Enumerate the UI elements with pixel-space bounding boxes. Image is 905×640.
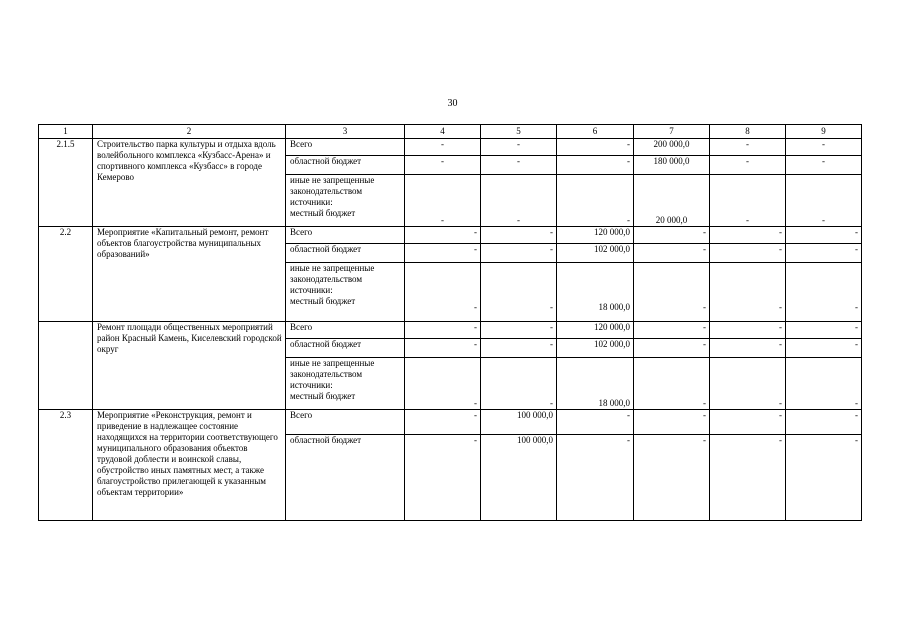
value-cell: - — [710, 156, 786, 175]
value-cell: 200 000,0 — [634, 139, 710, 156]
value-cell: 18 000,0 — [557, 263, 634, 322]
value-cell: - — [405, 410, 481, 435]
row-id: 2.1.5 — [39, 139, 93, 227]
header-cell: 6 — [557, 125, 634, 139]
value-cell: - — [557, 435, 634, 521]
value-cell: - — [786, 156, 862, 175]
source-other-line: законодательством — [290, 186, 363, 196]
source-total: Всего — [286, 227, 405, 244]
source-local: местный бюджет — [290, 296, 356, 306]
value-cell: - — [481, 156, 557, 175]
value-cell: - — [481, 339, 557, 358]
header-cell: 8 — [710, 125, 786, 139]
value-cell: - — [710, 244, 786, 263]
value-cell: - — [786, 175, 862, 227]
value-cell: - — [634, 263, 710, 322]
header-cell: 7 — [634, 125, 710, 139]
table-row — [39, 227, 862, 244]
value-cell: 18 000,0 — [557, 358, 634, 410]
value-cell: - — [557, 139, 634, 156]
value-cell: - — [786, 263, 862, 322]
value-cell: 102 000,0 — [557, 339, 634, 358]
value-cell: - — [405, 358, 481, 410]
value-cell: - — [405, 227, 481, 244]
value-cell: - — [557, 175, 634, 227]
source-other — [286, 175, 405, 227]
value-cell: - — [786, 435, 862, 521]
value-cell: - — [786, 322, 862, 339]
value-cell: - — [481, 263, 557, 322]
value-cell: 100 000,0 — [481, 410, 557, 435]
value-cell: - — [405, 322, 481, 339]
source-regional: областной бюджет — [286, 339, 405, 358]
value-cell: - — [405, 156, 481, 175]
source-other-line: источники: — [290, 197, 333, 207]
row-id: 2.2 — [39, 227, 93, 322]
source-local: местный бюджет — [290, 208, 356, 218]
value-cell: 20 000,0 — [634, 175, 710, 227]
value-cell: - — [634, 435, 710, 521]
header-cell: 2 — [93, 125, 286, 139]
value-cell: - — [786, 244, 862, 263]
header-cell: 5 — [481, 125, 557, 139]
value-cell: - — [557, 156, 634, 175]
value-cell: - — [710, 322, 786, 339]
page-number: 30 — [447, 98, 458, 109]
row-name: Мероприятие «Реконструкция, ремонт и приведение в надлежащее состояние находящихся на территории соответствующего муниципального образования объектов трудовой доблести и воинской славы, обустройство иных памятных мест, а также благоустройство прилегающей к указанным объектам территории» — [93, 410, 286, 521]
source-other-line: законодательством — [290, 274, 363, 284]
value-cell: - — [481, 175, 557, 227]
value-cell: - — [481, 244, 557, 263]
header-cell: 1 — [39, 125, 93, 139]
value-cell: - — [710, 339, 786, 358]
value-cell: - — [710, 410, 786, 435]
value-cell: - — [710, 175, 786, 227]
value-cell: - — [405, 139, 481, 156]
source-total: Всего — [286, 410, 405, 435]
source-other-line: иные не запрещенные — [290, 358, 375, 368]
value-cell: 120 000,0 — [557, 227, 634, 244]
value-cell: - — [710, 435, 786, 521]
value-cell: - — [405, 244, 481, 263]
row-id: 2.3 — [39, 410, 93, 521]
value-cell: - — [405, 175, 481, 227]
row-name: Ремонт площади общественных мероприятий район Красный Камень, Киселевский городской округ — [93, 322, 286, 410]
value-cell: - — [786, 410, 862, 435]
value-cell: 100 000,0 — [481, 435, 557, 521]
source-other — [286, 263, 405, 322]
value-cell: - — [405, 339, 481, 358]
source-other-line: иные не запрещенные — [290, 175, 375, 185]
row-name: Строительство парка культуры и отдыха вдоль волейбольного комплекса «Кузбасс-Арена» и спортивного комплекса «Кузбасс» в городе Кемерово — [93, 139, 286, 227]
value-cell: - — [405, 435, 481, 521]
value-cell: - — [786, 227, 862, 244]
value-cell: - — [405, 263, 481, 322]
budget-table — [38, 124, 862, 521]
value-cell: - — [481, 139, 557, 156]
source-local: местный бюджет — [290, 391, 356, 401]
source-regional: областной бюджет — [286, 156, 405, 175]
value-cell: 180 000,0 — [634, 156, 710, 175]
value-cell: - — [710, 263, 786, 322]
table-row — [39, 410, 862, 435]
value-cell: - — [710, 139, 786, 156]
value-cell: - — [786, 339, 862, 358]
source-total: Всего — [286, 139, 405, 156]
value-cell: - — [481, 322, 557, 339]
value-cell: - — [634, 410, 710, 435]
value-cell: - — [634, 227, 710, 244]
header-row — [39, 125, 862, 139]
source-other-line: источники: — [290, 285, 333, 295]
value-cell: - — [481, 227, 557, 244]
source-other — [286, 358, 405, 410]
row-id — [39, 322, 93, 410]
value-cell: - — [634, 358, 710, 410]
value-cell: - — [481, 358, 557, 410]
source-total: Всего — [286, 322, 405, 339]
value-cell: - — [557, 410, 634, 435]
source-regional: областной бюджет — [286, 435, 405, 521]
value-cell: 102 000,0 — [557, 244, 634, 263]
row-name: Мероприятие «Капитальный ремонт, ремонт объектов благоустройства муниципальных образований» — [93, 227, 286, 322]
source-other-line: иные не запрещенные — [290, 263, 375, 273]
value-cell: - — [634, 244, 710, 263]
value-cell: - — [786, 358, 862, 410]
value-cell: - — [710, 358, 786, 410]
header-cell: 9 — [786, 125, 862, 139]
value-cell: - — [710, 227, 786, 244]
value-cell: 120 000,0 — [557, 322, 634, 339]
table-row — [39, 139, 862, 156]
value-cell: - — [634, 339, 710, 358]
header-cell: 3 — [286, 125, 405, 139]
source-other-line: источники: — [290, 380, 333, 390]
value-cell: - — [786, 139, 862, 156]
header-cell: 4 — [405, 125, 481, 139]
value-cell: - — [634, 322, 710, 339]
source-other-line: законодательством — [290, 369, 363, 379]
table-row — [39, 322, 862, 339]
source-regional: областной бюджет — [286, 244, 405, 263]
